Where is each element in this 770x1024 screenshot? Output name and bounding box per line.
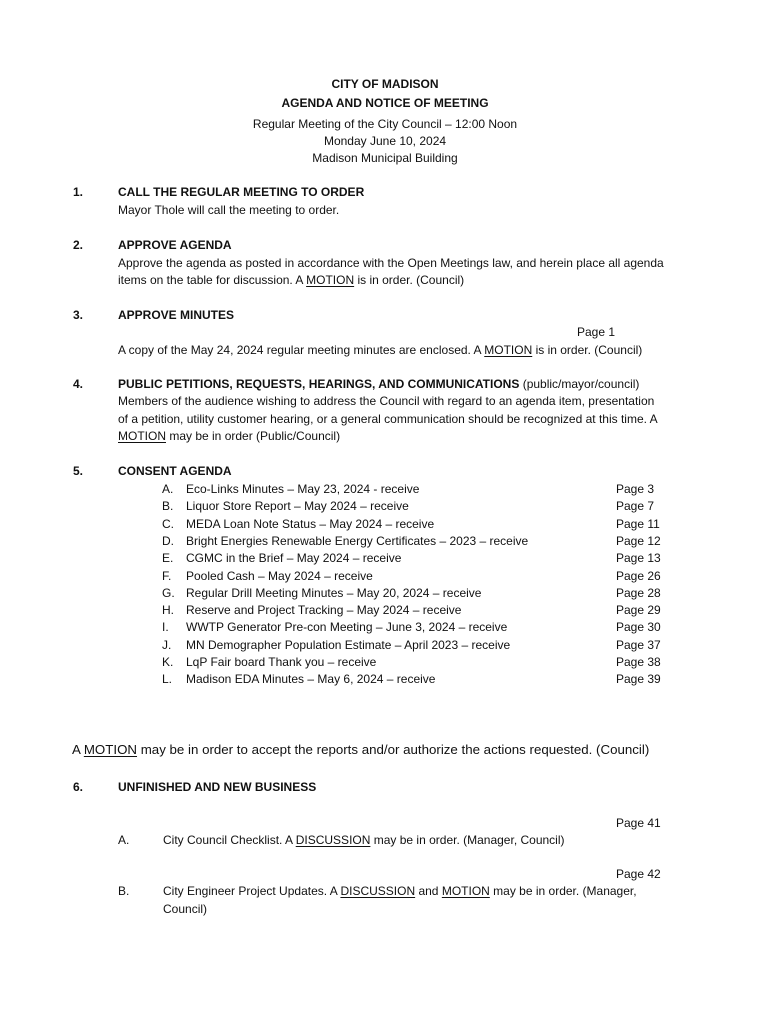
item-body: Approve the agenda as posted in accordance with the Open Meetings law, and herein place all agenda <box>118 256 664 270</box>
item-number: 3. <box>73 308 84 322</box>
page-title: AGENDA AND NOTICE OF MEETING <box>281 96 489 110</box>
item-body: Mayor Thole will call the meeting to order. <box>118 203 340 217</box>
consent-item-text: Reserve and Project Tracking – May 2024 – receive <box>186 603 462 617</box>
consent-item-page: Page 30 <box>616 620 661 634</box>
business-item-text <box>163 883 637 900</box>
consent-item-page: Page 39 <box>616 672 661 686</box>
item-heading: UNFINISHED AND NEW BUSINESS <box>118 780 317 794</box>
page-reference: Page 42 <box>616 867 661 881</box>
consent-item-letter: F. <box>162 569 172 583</box>
item-body-text: and <box>415 884 442 898</box>
discussion-text: DISCUSSION <box>295 833 371 847</box>
item-body: Members of the audience wishing to address the Council with regard to an agenda item, presentation <box>118 394 655 408</box>
item-heading: APPROVE AGENDA <box>118 238 232 252</box>
consent-item-letter: B. <box>162 499 174 513</box>
consent-item-text: MEDA Loan Note Status – May 2024 – receive <box>186 517 435 531</box>
consent-item-text: Regular Drill Meeting Minutes – May 20, 2024 – receive <box>186 586 482 600</box>
item-heading: PUBLIC PETITIONS, REQUESTS, HEARINGS, AND COMMUNICATIONS <box>118 377 520 391</box>
consent-item-letter: I. <box>162 620 169 634</box>
item-body-line <box>118 428 340 445</box>
item-body: of a petition, utility customer hearing, or a general communication should be recognized at this time. A <box>118 412 658 426</box>
item-number: 4. <box>73 377 84 391</box>
consent-item-page: Page 3 <box>616 482 655 496</box>
consent-item-text: MN Demographer Population Estimate – April 2023 – receive <box>186 638 511 652</box>
consent-item-page: Page 12 <box>616 534 661 548</box>
motion-text: MOTION <box>306 273 355 287</box>
item-body-line <box>118 272 464 289</box>
page-reference: Page 1 <box>577 325 616 339</box>
consent-item-letter: K. <box>162 655 174 669</box>
motion-text: MOTION <box>484 343 533 357</box>
meeting-description: Regular Meeting of the City Council – 12:00 Noon <box>252 117 518 131</box>
business-item-text-continued: Council) <box>163 902 208 916</box>
motion-suffix: may be in order to accept the reports and/or authorize the actions requested. (Council) <box>137 742 650 757</box>
consent-item-text: Eco-Links Minutes – May 23, 2024 - receive <box>186 482 420 496</box>
city-title: CITY OF MADISON <box>331 77 439 91</box>
consent-item-letter: A. <box>162 482 174 496</box>
meeting-date: Monday June 10, 2024 <box>323 134 447 148</box>
item-body-text: is in order. (Council) <box>354 273 465 287</box>
item-body-text: items on the table for discussion. A <box>118 273 307 287</box>
item-heading-line <box>118 376 639 393</box>
consent-item-text: Liquor Store Report – May 2024 – receive <box>186 499 409 513</box>
item-heading: CONSENT AGENDA <box>118 464 232 478</box>
item-body-text: may be in order. (Manager, Council) <box>370 833 565 847</box>
consent-item-letter: H. <box>162 603 174 617</box>
consent-item-letter: L. <box>162 672 173 686</box>
consent-item-letter: D. <box>162 534 174 548</box>
consent-item-letter: G. <box>162 586 175 600</box>
item-body-text: A copy of the May 24, 2024 regular meeting minutes are enclosed. A <box>118 343 485 357</box>
consent-item-page: Page 29 <box>616 603 661 617</box>
consent-item-text: Pooled Cash – May 2024 – receive <box>186 569 373 583</box>
item-number: 2. <box>73 238 84 252</box>
consent-item-text: LqP Fair board Thank you – receive <box>186 655 377 669</box>
motion-text: MOTION <box>118 429 166 443</box>
item-body-text: City Engineer Project Updates. A <box>163 884 341 898</box>
consent-item-page: Page 7 <box>616 499 655 513</box>
item-heading: APPROVE MINUTES <box>118 308 235 322</box>
consent-item-text: WWTP Generator Pre-con Meeting – June 3, 2024 – receive <box>186 620 508 634</box>
consent-item-page: Page 26 <box>616 569 661 583</box>
consent-item-text: Madison EDA Minutes – May 6, 2024 – receive <box>186 672 436 686</box>
discussion-text: DISCUSSION <box>340 884 416 898</box>
item-number: 6. <box>73 780 84 794</box>
item-heading-suffix: (public/mayor/council) <box>519 377 640 391</box>
item-body-text: may be in order. (Manager, <box>489 884 637 898</box>
consent-item-letter: J. <box>162 638 172 652</box>
consent-item-page: Page 13 <box>616 551 661 565</box>
item-body-text: may be in order (Public/Council) <box>166 429 341 443</box>
consent-item-text: Bright Energies Renewable Energy Certificates – 2023 – receive <box>186 534 529 548</box>
item-body-text: is in order. (Council) <box>532 343 643 357</box>
business-item-letter: A. <box>118 833 130 847</box>
page-reference: Page 41 <box>616 816 661 830</box>
consent-item-page: Page 28 <box>616 586 661 600</box>
item-body-line <box>118 342 642 359</box>
item-number: 5. <box>73 464 84 478</box>
consent-item-letter: C. <box>162 517 174 531</box>
motion-text: MOTION <box>83 742 138 757</box>
item-heading: CALL THE REGULAR MEETING TO ORDER <box>118 185 365 199</box>
item-number: 1. <box>73 185 84 199</box>
consent-motion-line <box>72 741 649 758</box>
consent-item-page: Page 11 <box>616 517 660 531</box>
consent-item-page: Page 38 <box>616 655 661 669</box>
motion-prefix: A <box>72 742 84 757</box>
business-item-letter: B. <box>118 884 130 898</box>
consent-item-text: CGMC in the Brief – May 2024 – receive <box>186 551 402 565</box>
consent-item-letter: E. <box>162 551 174 565</box>
motion-text: MOTION <box>441 884 490 898</box>
consent-item-page: Page 37 <box>616 638 661 652</box>
meeting-location: Madison Municipal Building <box>312 151 458 165</box>
item-body-text: City Council Checklist. A <box>163 833 296 847</box>
business-item-text <box>163 832 565 849</box>
